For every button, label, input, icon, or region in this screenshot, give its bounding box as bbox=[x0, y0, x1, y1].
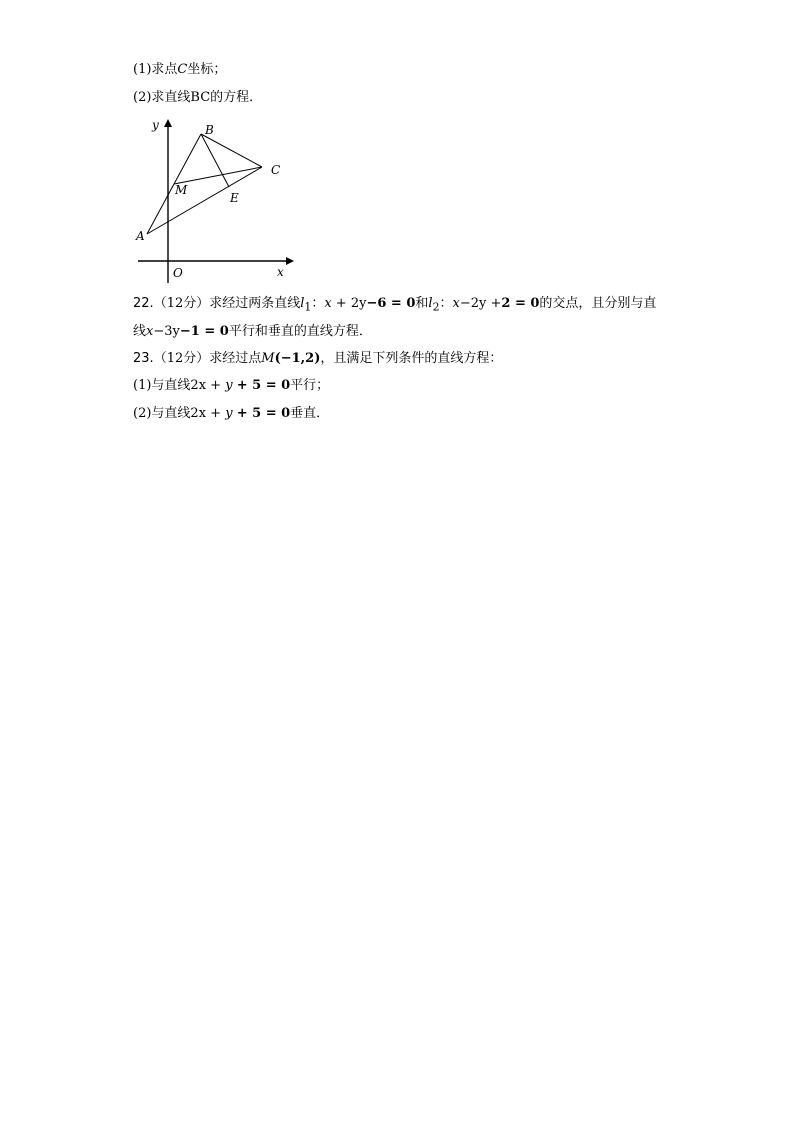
label-A: A bbox=[136, 229, 145, 243]
q23-line1 bbox=[133, 351, 502, 367]
q23-part1-prefix: (1)与直线 bbox=[133, 378, 191, 393]
q22-eq3-b: −1 = 0 bbox=[179, 324, 229, 339]
q22-number: 22. bbox=[133, 296, 154, 311]
q21-part1 bbox=[133, 62, 226, 78]
q23-point-coord: (−1,2) bbox=[274, 351, 321, 366]
q21-part1-suffix: 坐标； bbox=[187, 62, 227, 77]
label-x: x bbox=[277, 265, 284, 279]
q23-part2-suffix: 垂直． bbox=[290, 406, 330, 421]
q21-part1-prefix: (1)求点 bbox=[133, 62, 178, 77]
q22-line1 bbox=[133, 296, 656, 316]
label-O: O bbox=[173, 266, 183, 280]
label-C: C bbox=[271, 163, 281, 177]
q23-part2-eq-b: + 5 = 0 bbox=[236, 406, 291, 421]
q23-part1-eq-y: y bbox=[225, 378, 233, 393]
q22-intro: 求经过两条直线 bbox=[209, 296, 301, 311]
q21-part2-text: (2)求直线BC的方程． bbox=[133, 90, 263, 105]
q22-eq3-a: −3y bbox=[153, 324, 180, 339]
q22-and: 和 bbox=[415, 296, 429, 311]
q22-eq1-x: x bbox=[324, 296, 332, 311]
q23-part1-suffix: 平行； bbox=[290, 378, 330, 393]
segment-AC bbox=[147, 167, 262, 234]
q22-colon2: ： bbox=[439, 296, 453, 311]
q22-eq2-b: 2 = 0 bbox=[501, 296, 540, 311]
q23-score: （12分） bbox=[153, 351, 210, 366]
q22-tail: 的交点，且分别与直 bbox=[539, 296, 657, 311]
q22-eq1-a: + 2y bbox=[331, 296, 367, 311]
q22-line2-tail: 平行和垂直的直线方程． bbox=[228, 324, 372, 339]
q23-part2 bbox=[133, 406, 329, 422]
label-E: E bbox=[230, 191, 239, 205]
q22-l1-sub: 1 bbox=[304, 300, 312, 314]
q23-part1-eq-b: + 5 = 0 bbox=[236, 378, 291, 393]
q23-part2-eq-a: 2x + bbox=[190, 406, 222, 421]
q23-tail: ，且满足下列条件的直线方程： bbox=[320, 351, 503, 366]
q23-part2-eq-y: y bbox=[225, 406, 233, 421]
q22-line2 bbox=[133, 324, 372, 340]
triangle-figure bbox=[128, 115, 298, 287]
label-B: B bbox=[205, 123, 214, 137]
q23-number: 23. bbox=[133, 351, 154, 366]
q22-score: （12分） bbox=[153, 296, 210, 311]
q22-l1-name: l bbox=[300, 296, 305, 311]
q21-part2 bbox=[133, 90, 262, 106]
q22-eq2-a: −2y + bbox=[459, 296, 502, 311]
q22-l2-name: l bbox=[428, 296, 433, 311]
q22-l2-sub: 2 bbox=[432, 300, 440, 314]
label-y: y bbox=[152, 118, 159, 132]
q22-eq1-b: −6 = 0 bbox=[366, 296, 416, 311]
q23-point-name: M bbox=[261, 351, 275, 366]
q21-part1-var: C bbox=[177, 62, 188, 77]
q22-line2-start: 线 bbox=[133, 324, 147, 339]
label-M: M bbox=[175, 183, 188, 197]
q23-intro: 求经过点 bbox=[209, 351, 262, 366]
q23-part1-eq-a: 2x + bbox=[190, 378, 222, 393]
q22-eq2-x: x bbox=[452, 296, 460, 311]
q22-colon: ： bbox=[311, 296, 325, 311]
segment-CM bbox=[174, 167, 262, 184]
q22-eq3-x: x bbox=[146, 324, 154, 339]
q23-part1 bbox=[133, 378, 329, 394]
q23-part2-prefix: (2)与直线 bbox=[133, 406, 191, 421]
